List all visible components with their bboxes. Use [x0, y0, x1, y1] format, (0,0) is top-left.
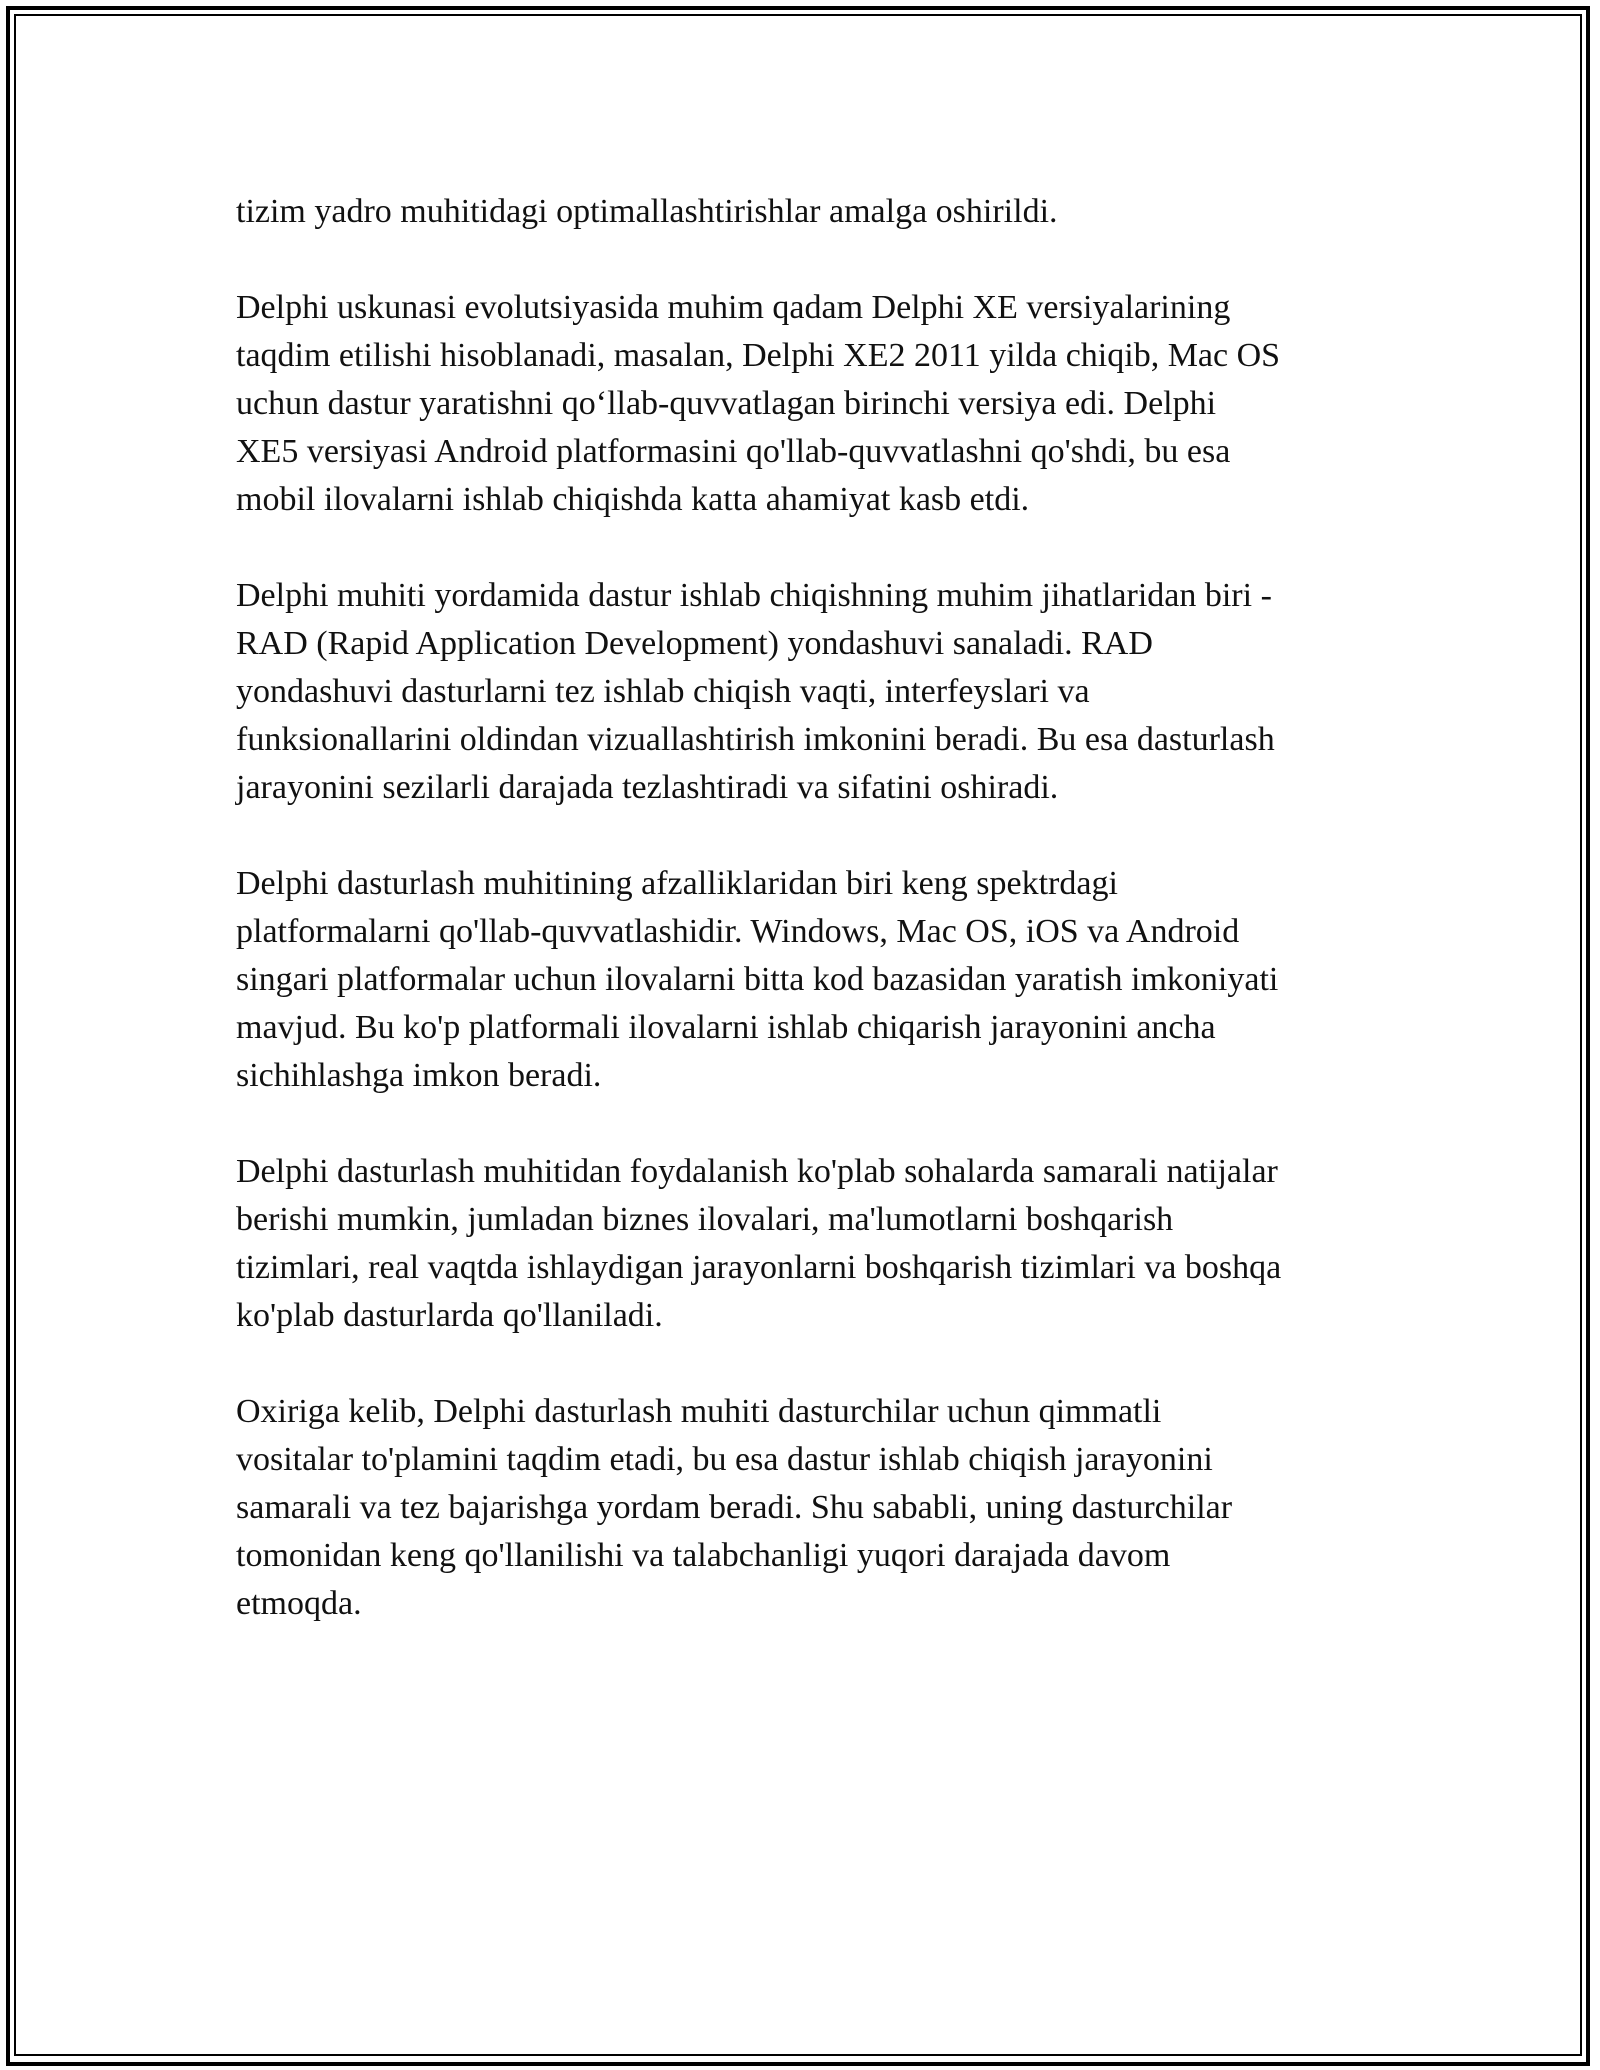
paragraph	[236, 572, 1366, 812]
text-line: ko'plab dasturlarda qo'llaniladi.	[236, 1297, 663, 1334]
paragraph	[236, 1388, 1366, 1628]
text-line: Delphi dasturlash muhitidan foydalanish ko'plab sohalarda samarali natijalar	[236, 1153, 1278, 1190]
text-line: tomonidan keng qo'llanilishi va talabchanligi yuqori darajada davom	[236, 1537, 1171, 1574]
text-line: Delphi muhiti yordamida dastur ishlab chiqishning muhim jihatlaridan biri -	[236, 577, 1272, 614]
paragraph	[236, 1148, 1366, 1340]
text-line: sichihlashga imkon beradi.	[236, 1057, 602, 1094]
text-line: uchun dastur yaratishni qo‘llab-quvvatlagan birinchi versiya edi. Delphi	[236, 385, 1217, 422]
text-line: etmoqda.	[236, 1585, 362, 1622]
text-line: vositalar to'plamini taqdim etadi, bu esa dastur ishlab chiqish jarayonini	[236, 1441, 1213, 1478]
paragraph	[236, 860, 1366, 1100]
paragraph	[236, 188, 1366, 236]
text-line: Delphi uskunasi evolutsiyasida muhim qadam Delphi XE versiyalarining	[236, 289, 1231, 326]
document-body	[236, 188, 1366, 1676]
text-line: Oxiriga kelib, Delphi dasturlash muhiti dasturchilar uchun qimmatli	[236, 1393, 1162, 1430]
text-line: tizimlari, real vaqtda ishlaydigan jarayonlarni boshqarish tizimlari va boshqa	[236, 1249, 1282, 1286]
text-line: XE5 versiyasi Android platformasini qo'llab-quvvatlashni qo'shdi, bu esa	[236, 433, 1231, 470]
text-line: Delphi dasturlash muhitining afzalliklaridan biri keng spektrdagi	[236, 865, 1118, 902]
text-line: RAD (Rapid Application Development) yondashuvi sanaladi. RAD	[236, 625, 1153, 662]
text-line: taqdim etilishi hisoblanadi, masalan, Delphi XE2 2011 yilda chiqib, Mac OS	[236, 337, 1281, 374]
text-line: yondashuvi dasturlarni tez ishlab chiqish vaqti, interfeyslari va	[236, 673, 1090, 710]
text-line: jarayonini sezilarli darajada tezlashtiradi va sifatini oshiradi.	[236, 769, 1059, 806]
text-line: berishi mumkin, jumladan biznes ilovalari, ma'lumotlarni boshqarish	[236, 1201, 1174, 1238]
paragraph	[236, 284, 1366, 524]
text-line: singari platformalar uchun ilovalarni bitta kod bazasidan yaratish imkoniyati	[236, 961, 1279, 998]
text-line: tizim yadro muhitidagi optimallashtirishlar amalga oshirildi.	[236, 193, 1058, 230]
text-line: samarali va tez bajarishga yordam beradi. Shu sababli, uning dasturchilar	[236, 1489, 1233, 1526]
text-line: platformalarni qo'llab-quvvatlashidir. Windows, Mac OS, iOS va Android	[236, 913, 1240, 950]
text-line: funksionallarini oldindan vizuallashtirish imkonini beradi. Bu esa dasturlash	[236, 721, 1275, 758]
text-line: mavjud. Bu ko'p platformali ilovalarni ishlab chiqarish jarayonini ancha	[236, 1009, 1216, 1046]
text-line: mobil ilovalarni ishlab chiqishda katta ahamiyat kasb etdi.	[236, 481, 1030, 518]
